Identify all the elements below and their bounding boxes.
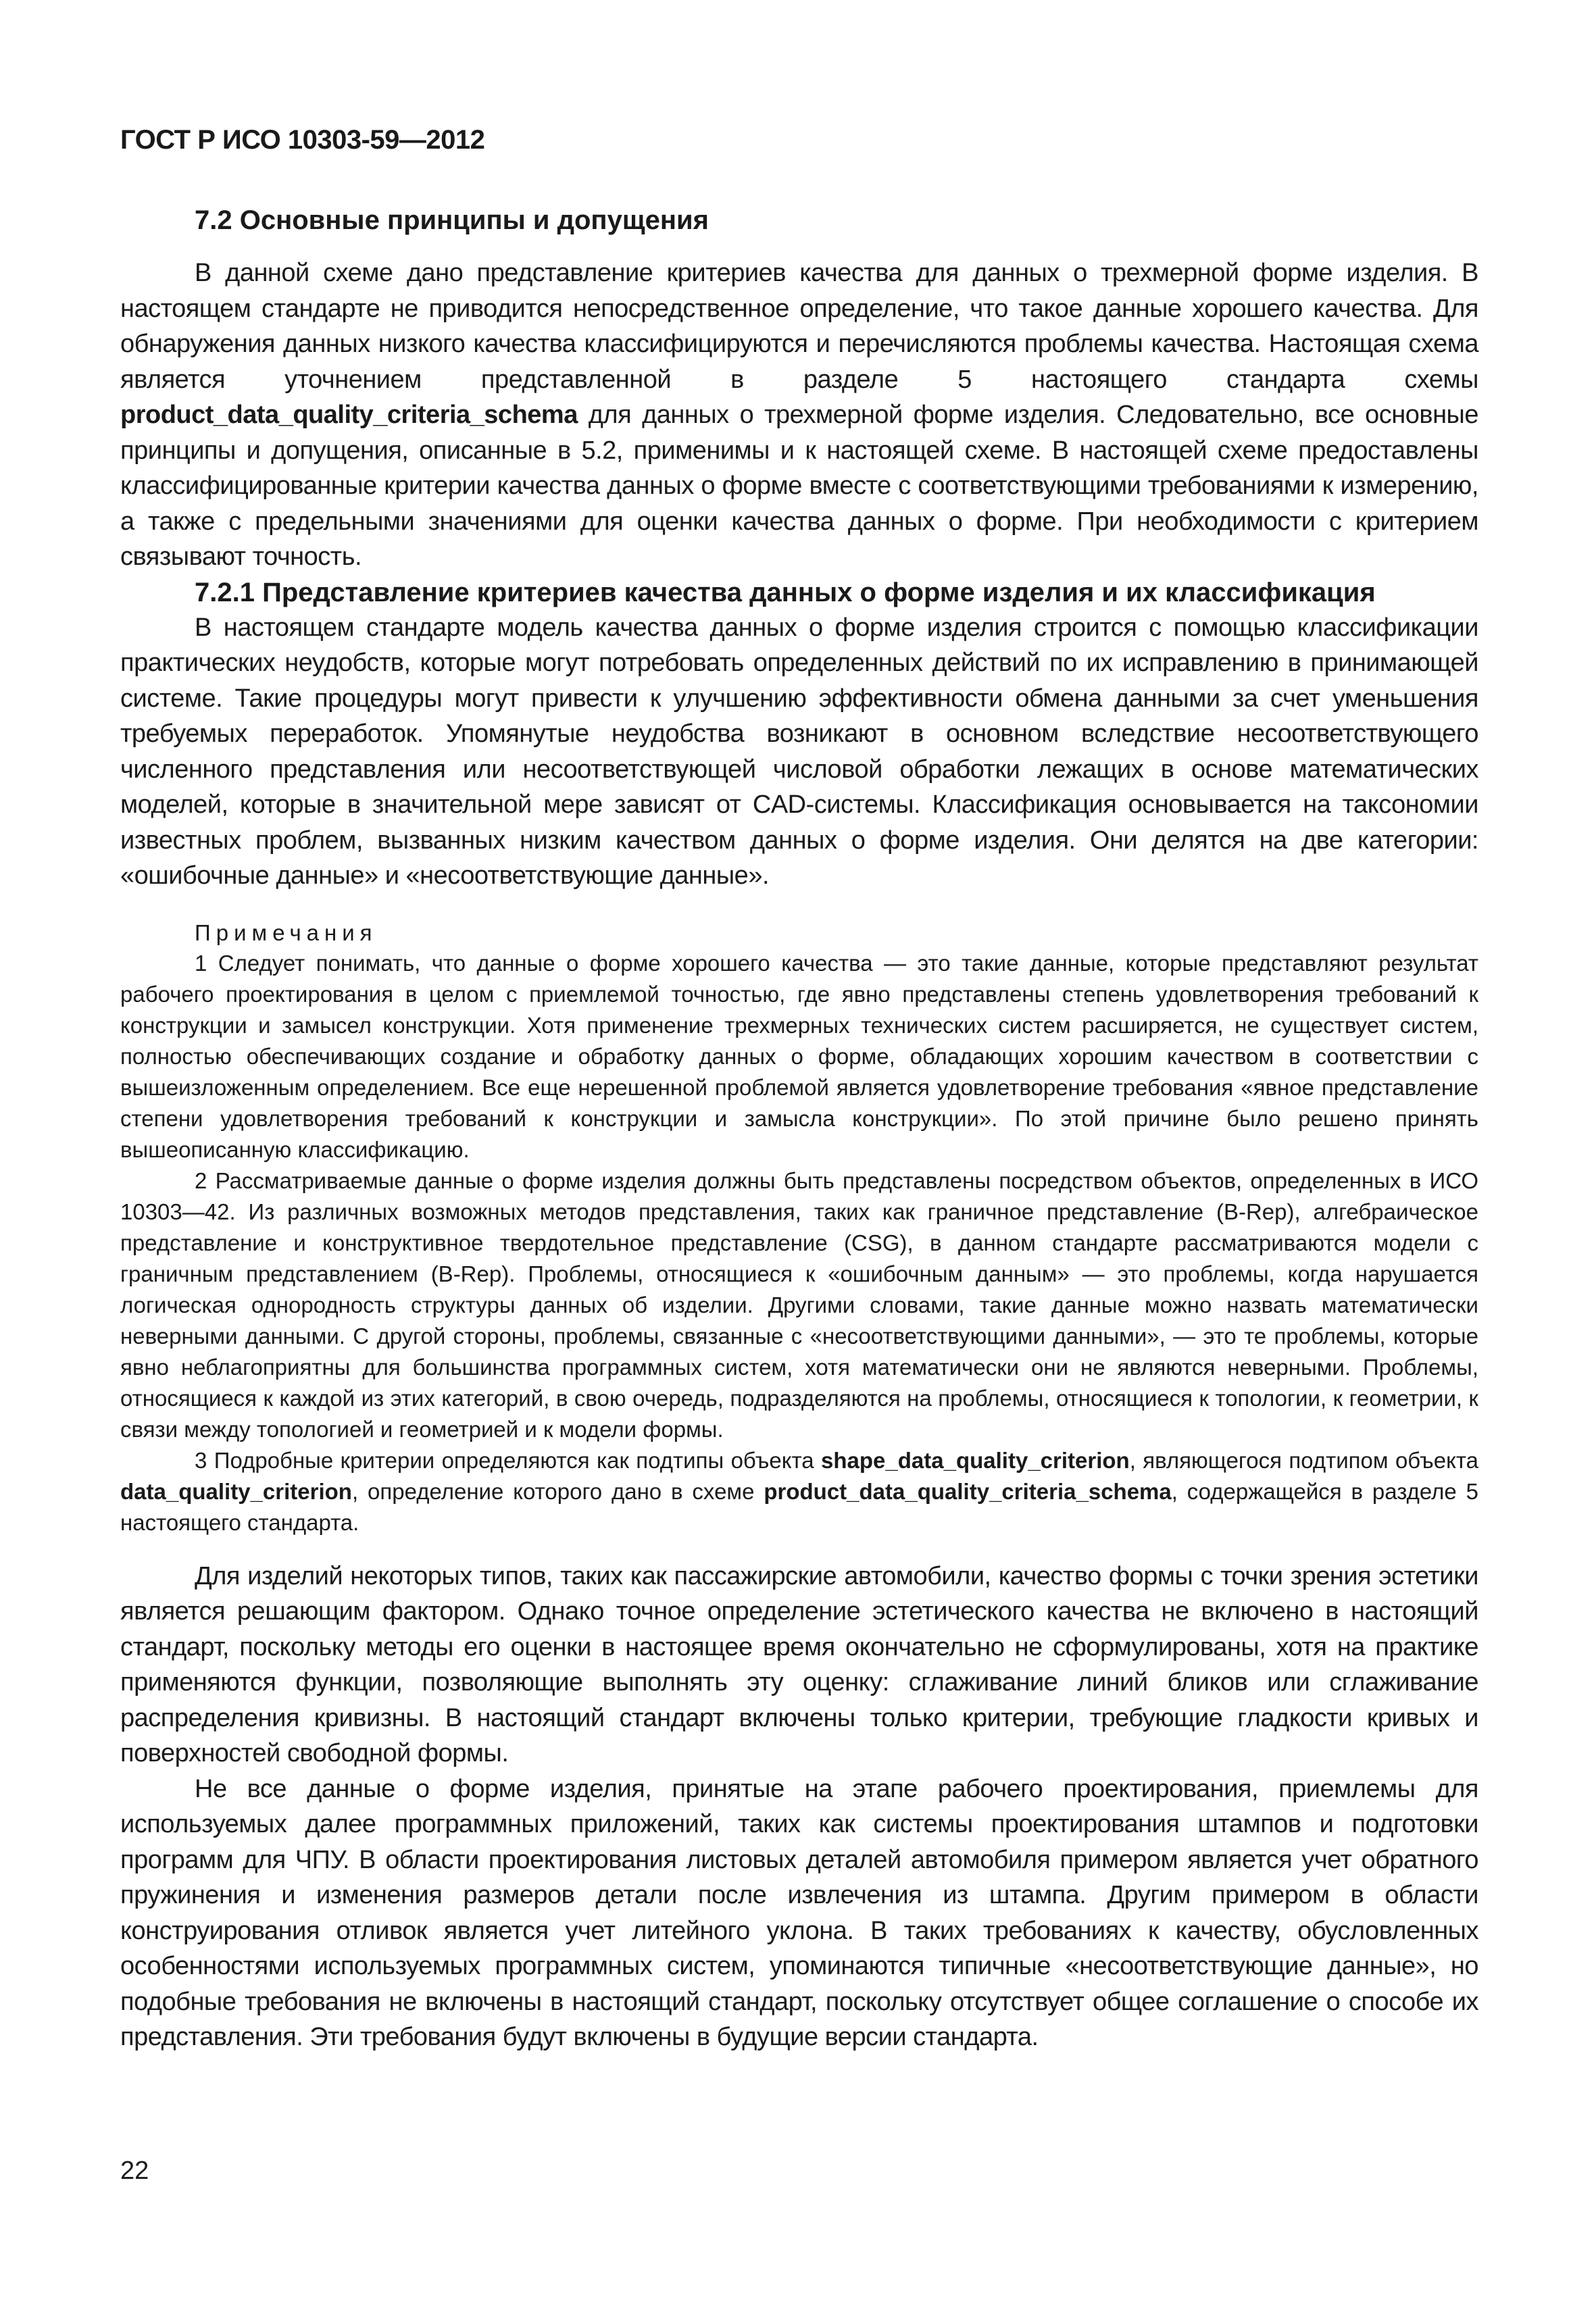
note3-text-3: , определение которого дано в схеме [351, 1478, 764, 1504]
note-3 [120, 1445, 1478, 1538]
note3-entity-2: data_quality_criterion [120, 1478, 352, 1504]
aesthetics-paragraph: Для изделий некоторых типов, таких как пассажирские автомобили, качество формы с точки зрения эстетики является решающим фактором. Однако точное определение эстетического качества не включено в настоящий стандарт, поскольку методы его оценки в настоящее время окончательно не сформулированы, хотя на практике применяются функции, позволяющие выполнять эту оценку: сглаживание линий бликов или сглаживание распределения кривизны. В настоящий стандарт включены только критерии, требующие гладкости кривых и поверхностей свободной формы. [120, 1561, 1478, 1767]
note-1: 1 Следует понимать, что данные о форме хорошего качества — это такие данные, которые представляют результат рабочего проектирования в целом с приемлемой точностью, где явно представлены степень удовлетворения требований к конструкции и замысел конструкции. Хотя применение трехмерных технических систем расширяется, не существует систем, полностью обеспечивающих создание и обработку данных о форме, обладающих хорошим качеством в соответствии с вышеизложенным определением. Все еще нерешенной проблемой является удовлетворение требования «явное представление степени удовлетворения требований к конструкции и замысла конструкции». По этой причине было решено принять вышеописанную классификацию. [120, 950, 1478, 1162]
note3-text-2: , являющегося подтипом объекта [1129, 1447, 1478, 1473]
intro-text-2: для данных о трехмерной форме изделия. Следовательно, все основные принципы и допущения, описанные в 5.2, применимы и к настоящей схеме. В настоящей схеме предоставлены классифицированные критерии качества данных о форме вместе с соответствующими требованиями к измерению, а также с предельными значениями для оценки качества данных о форме. При необходимости с критерием связывают точность. [120, 401, 1478, 571]
subsection-paragraph: В настоящем стандарте модель качества данных о форме изделия строится с помощью классификации практических неудобств, которые могут потребовать определенных действий по их исправлению в принимающей системе. Такие процедуры могут привести к улучшению эффективности обмена данными за счет уменьшения требуемых переработок. Упомянутые неудобства возникают в основном вследствие несоответствующего численного представления или несоответствующей числовой обработки лежащих в основе математических моделей, которые в значительной мере зависят от CAD-системы. Классификация основывается на таксономии известных проблем, вызванных низким качеством данных о форме изделия. Они делятся на две категории: «ошибочные данные» и «несоответствующие данные». [120, 613, 1478, 890]
note3-schema: product_data_quality_criteria_schema [764, 1478, 1172, 1504]
note3-entity-1: shape_data_quality_criterion [821, 1447, 1130, 1473]
notes-block [120, 918, 1478, 1538]
section-title: 7.2 Основные принципы и допущения [195, 205, 709, 235]
note-2: 2 Рассматриваемые данные о форме изделия должны быть представлены посредством объектов, определенных в ИСО 10303—42. Из различных возможных методов представления, таких как граничное представление (B-Rep), алгебраическое представление и конструктивное твердотельное представление (CSG), в данном стандарте рассматриваются модели с граничным представлением (B-Rep). Проблемы, относящиеся к «ошибочным данным» — это проблемы, когда нарушается логическая однородность структуры данных об изделии. Другими словами, такие данные можно назвать математически неверными данными. С другой стороны, проблемы, связанные с «несоответствующими данными», — это те проблемы, которые явно неблагоприятны для большинства программных систем, хотя математически они не являются неверными. Проблемы, относящиеся к каждой из этих категорий, в свою очередь, подразделяются на проблемы, относящиеся к топологии, к геометрии, к связи между топологией и геометрией и к модели формы. [120, 1167, 1478, 1442]
subsection-title: 7.2.1 Представление критериев качества данных о форме изделия и их классификация [195, 577, 1376, 607]
downstream-paragraph: Не все данные о форме изделия, принятые на этапе рабочего проектирования, приемлемы для используемых далее программных приложений, таких как системы проектирования штампов и подготовки программ для ЧПУ. В области проектирования листовых деталей автомобиля примером является учет обратного пружинения и изменения размеров детали после извлечения из штампа. Другим примером в области конструирования отливок является учет литейного уклона. В таких требованиях к качеству, обусловленных особенностями используемых программных систем, упоминаются типичные «несоответствующие данные», но подобные требования не включены в настоящий стандарт, поскольку отсутствует общее соглашение о способе их представления. Эти требования будут включены в будущие версии стандарта. [120, 1774, 1478, 2051]
note3-text-4: , содержащейся в разделе 5 настоящего стандарта. [120, 1478, 1478, 1535]
schema-name-bold: product_data_quality_criteria_schema [120, 401, 578, 429]
section-intro-paragraph [120, 255, 1478, 575]
intro-text-1: В данной схеме дано представление критериев качества для данных о трехмерной форме изделия. В настоящем стандарте не приводится непосредственное определение, что такое данные хорошего качества. Для обнаружения данных низкого качества классифицируются и перечисляются проблемы качества. Настоящая схема является уточнением представленной в разделе 5 настоящего стандарта схемы [120, 259, 1478, 394]
page-content [120, 203, 1478, 2055]
notes-heading: Примечания [195, 920, 378, 945]
note3-text-1: 3 Подробные критерии определяются как подтипы объекта [195, 1447, 822, 1473]
document-page [120, 0, 1478, 2314]
standard-id-header: ГОСТ Р ИСО 10303-59—2012 [120, 125, 485, 155]
page-number: 22 [120, 2157, 149, 2185]
